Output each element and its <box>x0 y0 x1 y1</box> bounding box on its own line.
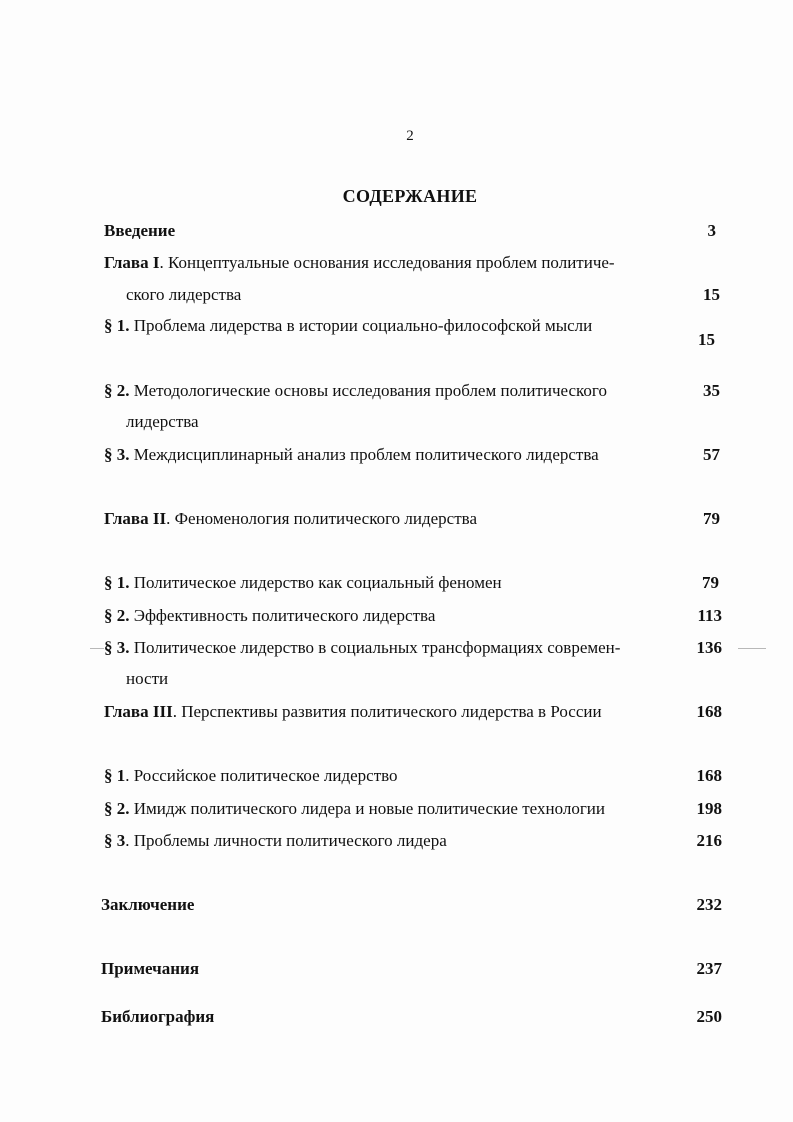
toc-entry-section-3-3-page: 216 <box>696 831 722 850</box>
toc-entry-section-3-3 <box>104 831 447 851</box>
section-2-2-title: Эффективность политического лидерства <box>129 606 436 625</box>
section-1-1-prefix: § 1. <box>104 316 130 335</box>
scan-artifact-left <box>90 648 104 649</box>
section-3-2-title: Имидж политического лидера и новые политические технологии <box>129 799 606 818</box>
toc-entry-conclusion-label: Заключение <box>101 895 195 914</box>
toc-entry-section-2-2 <box>104 606 435 626</box>
toc-entry-bibliography-label: Библиография <box>101 1007 215 1026</box>
section-2-3-title-line2: ности <box>126 669 169 688</box>
chapter-1-title-line2: ского лидерства <box>126 285 242 304</box>
toc-entry-chapter-1-page: 15 <box>703 285 720 304</box>
section-2-3-prefix: § 3. <box>104 638 130 657</box>
section-1-2-title-line1: Методологические основы исследования проблем политического <box>129 381 607 400</box>
toc-entry-intro-page: 3 <box>707 221 716 240</box>
section-1-3-prefix: § 3. <box>104 445 130 464</box>
section-1-2-prefix: § 2. <box>104 381 130 400</box>
toc-entry-section-2-2-page: 113 <box>697 606 722 625</box>
scan-artifact-right <box>738 648 766 649</box>
toc-entry-conclusion-page: 232 <box>696 895 722 914</box>
section-2-1-title: Политическое лидерство как социальный феномен <box>129 573 502 592</box>
chapter-1-title-line1: . Концептуальные основания исследования проблем политиче- <box>159 253 615 272</box>
toc-entry-section-1-1-page: 15 <box>698 330 715 349</box>
toc-entry-section-1-2-page: 35 <box>703 381 720 400</box>
section-2-3-title-line1: Политическое лидерство в социальных трансформациях современ- <box>129 638 621 657</box>
toc-entry-section-1-3-page: 57 <box>703 445 720 464</box>
toc-entry-section-2-3-page: 136 <box>696 638 722 657</box>
toc-entry-section-3-1-page: 168 <box>696 766 722 785</box>
toc-entry-section-2-1-page: 79 <box>702 573 719 592</box>
toc-entry-section-3-1 <box>104 766 398 786</box>
toc-entry-intro-label: Введение <box>104 221 176 240</box>
section-3-3-title: . Проблемы личности политического лидера <box>125 831 447 850</box>
chapter-2-prefix: Глава II <box>104 509 167 528</box>
section-3-1-title: . Российское политическое лидерство <box>125 766 398 785</box>
toc-entry-section-2-1 <box>104 573 502 593</box>
toc-entry-chapter-1 <box>104 253 615 273</box>
section-1-1-title: Проблема лидерства в истории социально-философской мысли <box>129 316 593 335</box>
toc-entry-chapter-2-page: 79 <box>703 509 720 528</box>
chapter-3-title: . Перспективы развития политического лидерства в России <box>172 702 602 721</box>
page-number: 2 <box>406 128 414 144</box>
toc-entry-section-3-2 <box>104 799 605 819</box>
toc-entry-chapter-3-page: 168 <box>696 702 722 721</box>
section-1-2-title-line2: лидерства <box>126 412 199 431</box>
toc-entry-notes-page: 237 <box>696 959 722 978</box>
section-2-2-prefix: § 2. <box>104 606 130 625</box>
toc-entry-chapter-2 <box>104 509 477 529</box>
toc-entry-section-3-2-page: 198 <box>696 799 722 818</box>
toc-entry-section-1-2 <box>104 381 607 401</box>
toc-entry-notes-label: Примечания <box>101 959 200 978</box>
section-3-3-prefix: § 3 <box>104 831 126 850</box>
toc-entry-section-1-3 <box>104 445 599 465</box>
toc-entry-bibliography-page: 250 <box>696 1007 722 1026</box>
section-2-1-prefix: § 1. <box>104 573 130 592</box>
section-1-3-title: Междисциплинарный анализ проблем политического лидерства <box>129 445 599 464</box>
chapter-1-prefix: Глава I <box>104 253 160 272</box>
toc-title: СОДЕРЖАНИЕ <box>342 186 478 206</box>
toc-entry-section-2-3 <box>104 638 620 658</box>
chapter-3-prefix: Глава III <box>104 702 173 721</box>
section-3-1-prefix: § 1 <box>104 766 126 785</box>
toc-entry-section-1-1 <box>104 316 592 336</box>
section-3-2-prefix: § 2. <box>104 799 130 818</box>
toc-entry-chapter-3 <box>104 702 602 722</box>
chapter-2-title: . Феноменология политического лидерства <box>166 509 477 528</box>
